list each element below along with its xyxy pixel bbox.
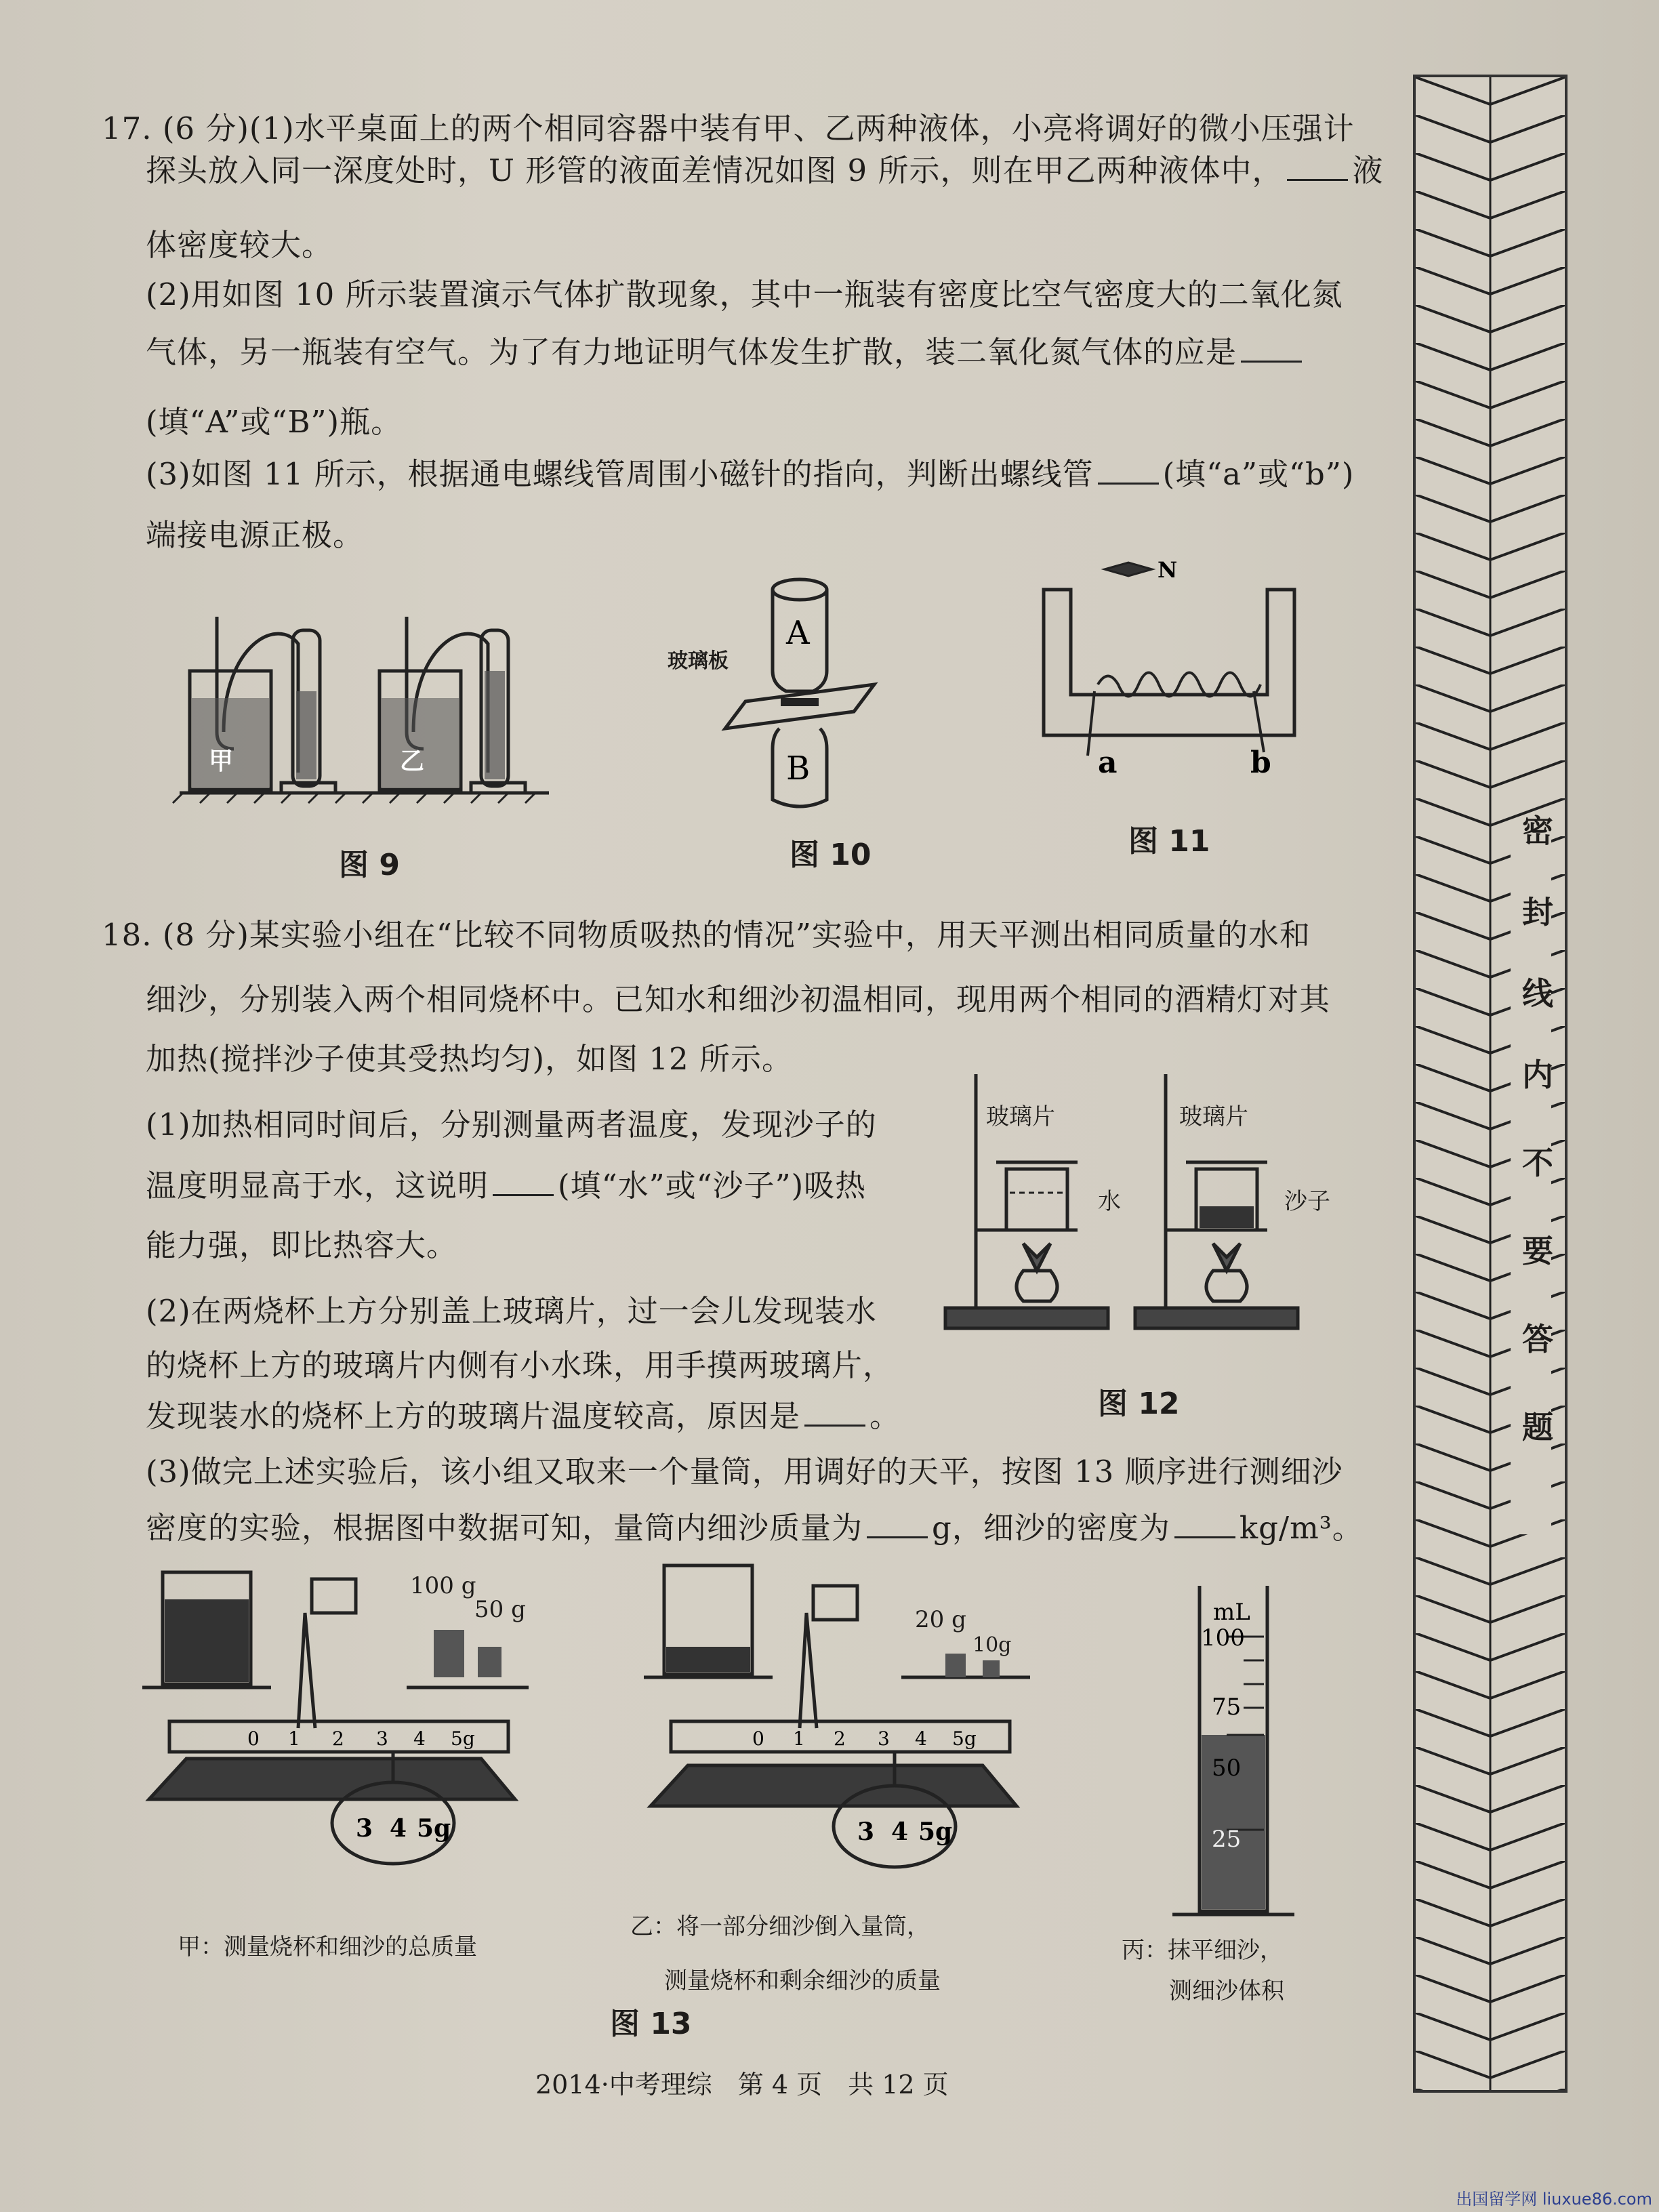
yi-caption-2: 测量烧杯和剩余细沙的质量 (664, 1967, 941, 1994)
figure-9-caption: 图 9 (339, 848, 400, 882)
svg-text:3: 3 (376, 1727, 388, 1750)
weight-10g: 10g (972, 1633, 1012, 1657)
seal-char: 不 (1522, 1145, 1553, 1181)
label-yi: 乙 (400, 747, 425, 775)
q18-line-2: 细沙，分别装入两个相同烧杯中。已知水和细沙初温相同，现用两个相同的酒精灯对其 (146, 981, 1331, 1017)
compass-needle (1105, 562, 1152, 576)
svg-text:5g: 5g (918, 1818, 953, 1846)
answer-blank[interactable] (1241, 333, 1302, 363)
q18-line-6: 能力强，即比热容大。 (146, 1227, 458, 1263)
end-b-label: b (1250, 745, 1271, 780)
q17-line-3: 体密度较大。 (146, 227, 333, 263)
svg-text:5g: 5g (952, 1727, 977, 1750)
q18-line-9: 发现装水的烧杯上方的玻璃片温度较高，原因是 。 (146, 1398, 901, 1434)
q17-line-5: 气体，另一瓶装有空气。为了有力地证明气体发生扩散，装二氧化氮气体的应是 (146, 332, 1306, 373)
svg-text:3: 3 (356, 1814, 373, 1843)
figure-10-caption: 图 10 (790, 838, 872, 872)
north-label: N (1158, 557, 1178, 583)
seal-char: 要 (1522, 1233, 1553, 1269)
svg-text:0: 0 (752, 1727, 764, 1750)
answer-blank[interactable] (804, 1397, 865, 1427)
q18-line-10: (3)做完上述实验后，该小组又取来一个量筒，用调好的天平，按图 13 顺序进行测细沙 (146, 1454, 1343, 1490)
svg-text:3: 3 (857, 1818, 875, 1846)
seal-char: 题 (1522, 1409, 1553, 1446)
q18-line-1: 18. (8 分)某实验小组在“比较不同物质吸热的情况”实验中，用天平测出相同质量的水和 (102, 917, 1311, 953)
svg-text:4: 4 (413, 1727, 426, 1750)
bottle-a-label: A (786, 614, 810, 652)
weight-100g: 100 g (410, 1572, 476, 1599)
figure-13-bing (1159, 1572, 1315, 1925)
cylinder-unit: mL (1213, 1599, 1250, 1626)
end-a-label: a (1098, 745, 1118, 780)
weight-50g: 50 g (474, 1596, 526, 1623)
sand-label: 沙子 (1284, 1188, 1330, 1215)
svg-text:4: 4 (390, 1814, 407, 1843)
q17-line-4: (2)用如图 10 所示装置演示气体扩散现象，其中一瓶装有密度比空气密度大的二氧化氮 (146, 276, 1343, 312)
bing-caption-2: 测细沙体积 (1169, 1978, 1284, 2005)
answer-blank[interactable] (493, 1167, 554, 1196)
weight-20g: 20 g (915, 1606, 966, 1633)
figure-11-caption: 图 11 (1128, 824, 1210, 859)
svg-text:1: 1 (793, 1727, 805, 1750)
svg-text:4: 4 (891, 1818, 909, 1846)
q17-line-8: 端接电源正极。 (146, 517, 365, 553)
q18-line-3: 加热(搅拌沙子使其受热均匀)，如图 12 所示。 (146, 1041, 793, 1077)
page-footer: 2014·中考理综 第 4 页 共 12 页 (535, 2070, 949, 2100)
watermark: 出国留学网 liuxue86.com (1456, 2190, 1652, 2209)
bing-caption-1: 丙：抹平细沙， (1122, 1937, 1283, 1964)
q18-line-8: 的烧杯上方的玻璃片内侧有小水珠，用手摸两玻璃片， (146, 1347, 895, 1383)
seal-char: 答 (1522, 1321, 1553, 1357)
seal-char: 密 (1522, 813, 1553, 849)
q17-line-1: 17. (6 分)(1)水平桌面上的两个相同容器中装有甲、乙两种液体，小亮将调好的微小压强计 (102, 110, 1355, 146)
figure-13-caption: 图 13 (610, 2007, 692, 2041)
label-jia: 甲 (209, 747, 234, 775)
bottle-b-label: B (786, 750, 811, 787)
svg-text:100: 100 (1201, 1624, 1245, 1652)
figure-9 (169, 590, 562, 806)
answer-blank[interactable] (1287, 152, 1348, 181)
svg-text:5g: 5g (451, 1727, 475, 1750)
svg-text:0: 0 (247, 1727, 260, 1750)
svg-text:5g: 5g (417, 1814, 451, 1843)
svg-text:75: 75 (1212, 1694, 1242, 1721)
answer-blank[interactable] (1098, 455, 1159, 485)
q18-line-4: (1)加热相同时间后，分别测量两者温度，发现沙子的 (146, 1107, 877, 1143)
figure-11 (1037, 549, 1308, 793)
q17-line-2: 探头放入同一深度处时，U 形管的液面差情况如图 9 所示，则在甲乙两种液体中， 液 (146, 152, 1384, 188)
svg-text:50: 50 (1212, 1755, 1242, 1782)
figure-12-caption: 图 12 (1098, 1387, 1180, 1421)
answer-blank[interactable] (1174, 1509, 1235, 1538)
q17-line-7: (3)如图 11 所示，根据通电螺线管周围小磁针的指向，判断出螺线管 (填“a”或“b”) (146, 456, 1355, 492)
q18-line-7: (2)在两烧杯上方分别盖上玻璃片，过一会儿发现装水 (146, 1293, 877, 1329)
svg-text:2: 2 (834, 1727, 846, 1750)
seal-char: 封 (1522, 894, 1553, 930)
seal-char: 线 (1522, 975, 1553, 1012)
answer-blank[interactable] (867, 1509, 928, 1538)
yi-caption-1: 乙：将一部分细沙倒入量筒， (630, 1913, 930, 1940)
q18-line-5: 温度明显高于水，这说明 (填“水”或“沙子”)吸热 (146, 1168, 867, 1204)
svg-text:25: 25 (1212, 1826, 1242, 1853)
jia-caption: 甲：测量烧杯和细沙的总质量 (178, 1933, 477, 1961)
glass-plate-label: 玻璃板 (668, 649, 729, 673)
glass-label-left: 玻璃片 (986, 1103, 1055, 1130)
svg-text:1: 1 (288, 1727, 300, 1750)
figure-10 (664, 569, 888, 827)
seal-char: 内 (1522, 1057, 1553, 1093)
svg-text:4: 4 (915, 1727, 927, 1750)
figure-13-yi (637, 1559, 1044, 1877)
q17-line-6: (填“A”或“B”)瓶。 (146, 404, 403, 440)
glass-label-right: 玻璃片 (1179, 1103, 1248, 1130)
q18-line-11: 密度的实验，根据图中数据可知，量筒内细沙质量为 g，细沙的密度为 kg/m³。 (146, 1510, 1364, 1546)
svg-text:3: 3 (878, 1727, 890, 1750)
water-label: 水 (1098, 1188, 1121, 1215)
svg-text:2: 2 (332, 1727, 344, 1750)
